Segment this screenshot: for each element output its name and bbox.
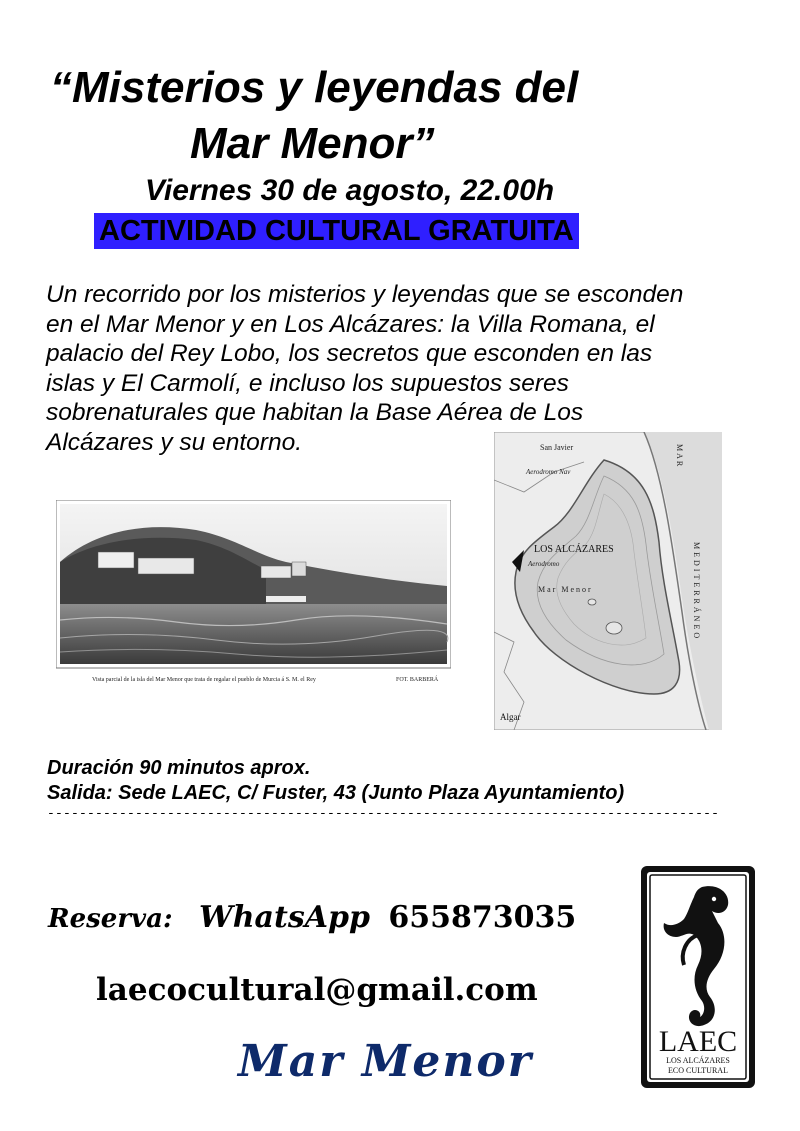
free-activity-banner: ACTIVIDAD CULTURAL GRATUITA [94, 213, 579, 249]
reservation-label: Reserva: [48, 904, 173, 934]
logo-subtitle-2: ECO CULTURAL [668, 1066, 728, 1075]
photo-credit: FOT. BARBERÁ [396, 677, 439, 683]
description-line: sobrenaturales que habitan la Base Aérea de Los [46, 399, 584, 426]
island-historic-photo [56, 500, 451, 690]
dashed-separator: ------------------------------------------------------------------------------------ [47, 806, 720, 821]
description-line: palacio del Rey Lobo, los secretos que esconden en las [46, 340, 653, 367]
map-label-mediterraneo: MEDITERRÁNEO [692, 542, 701, 642]
description-line: en el Mar Menor y en Los Alcázares: la Villa Romana, el [46, 310, 655, 338]
contact-email[interactable]: laecocultural@gmail.com [96, 972, 538, 1008]
departure-text: Salida: Sede LAEC, C/ Fuster, 43 (Junto Plaza Ayuntamiento) [47, 782, 625, 804]
logo-name: LAEC [658, 1025, 738, 1058]
map-label-aerodromo: Aerodromo [528, 560, 560, 568]
mar-menor-historic-map [494, 432, 722, 730]
description-line: Un recorrido por los misterios y leyendas que se esconden [46, 281, 684, 308]
event-title-line-2: Mar Menor” [190, 119, 435, 168]
whatsapp-label: WhatsApp [199, 900, 370, 935]
reservation-row [48, 900, 576, 935]
map-label-mar: MAR [675, 444, 684, 469]
photo-caption: Vista parcial de la isla del Mar Menor que trata de regalar el pueblo de Murcia á S. M. el Rey [92, 677, 316, 683]
laec-logo [640, 865, 756, 1089]
map-label-san-javier: San Javier [540, 443, 574, 452]
map-label-algar: Algar [500, 712, 521, 722]
logo-subtitle-1: LOS ALCÁZARES [666, 1056, 730, 1065]
event-title-line-1: “Misterios y leyendas del [50, 63, 579, 112]
duration-text: Duración 90 minutos aprox. [47, 757, 311, 779]
map-label-mar-menor: Mar Menor [538, 585, 593, 594]
description-line: islas y El Carmolí, e incluso los supuestos seres [46, 369, 569, 397]
description-line: Alcázares y su entorno. [46, 428, 303, 456]
map-label-aerodromo-naval: Aerodromo Nav [526, 468, 571, 476]
map-label-los-alcazares: LOS ALCÁZARES [534, 544, 614, 555]
phone-number[interactable]: 655873035 [388, 900, 577, 935]
event-date: Viernes 30 de agosto, 22.00h [145, 174, 555, 207]
mar-menor-signature: Mar Menor [238, 1036, 533, 1087]
event-description [46, 280, 766, 457]
